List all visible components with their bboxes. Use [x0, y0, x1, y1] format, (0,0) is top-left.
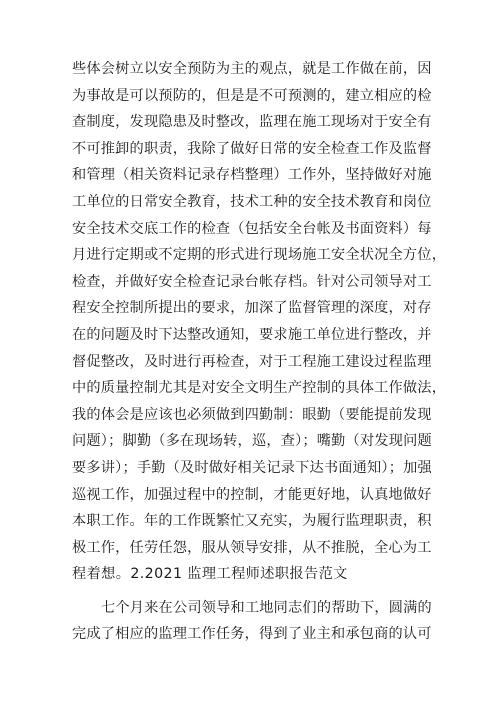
text-line: 不可推卸的职责，我除了做好日常的安全检查工作及监督	[72, 140, 432, 157]
text-line: 七个月来在公司领导和工地同志们的帮助下，圆满的	[101, 599, 432, 616]
text-line: 安全技术交底工作的检查（包括安全台帐及书面资料）每	[72, 220, 432, 237]
text-line: 本职工作。年的工作既繁忙又充实，为履行监理职责，积	[72, 513, 432, 530]
document-body	[72, 56, 447, 648]
text-line: 我的体会是应该也必须做到四勤制：眼勤（要能提前发现	[72, 406, 432, 423]
text-line: 完成了相应的监理工作任务，得到了业主和承包商的认可	[72, 626, 432, 643]
paragraph-1	[72, 56, 447, 588]
text-line: 程安全控制所提出的要求，加深了监督管理的深度，对存	[72, 300, 432, 317]
text-line: 巡视工作，加强过程中的控制，才能更好地，认真地做好	[72, 486, 432, 503]
text-line: 要多讲）；手勤（及时做好相关记录下达书面通知）；加强	[72, 459, 432, 476]
text-line: 在的问题及时下达整改通知，要求施工单位进行整改，并	[72, 326, 432, 343]
text-line: 月进行定期或不定期的形式进行现场施工安全状况全方位，	[72, 247, 447, 264]
text-line: 中的质量控制尤其是对安全文明生产控制的具体工作做法，	[72, 380, 447, 397]
section-heading-line: 程着想。2.2021 监理工程师述职报告范文	[72, 566, 348, 583]
paragraph-2	[72, 595, 432, 648]
text-line: 和管理（相关资料记录存档整理）工作外，坚持做好对施	[72, 167, 432, 184]
text-line: 为事故是可以预防的，但是是不可预测的，建立相应的检	[72, 87, 432, 104]
text-line: 极工作，任劳任怨，服从领导安排，从不推脱，全心为工	[72, 539, 432, 556]
text-line: 工单位的日常安全教育，技术工种的安全技术教育和岗位	[72, 193, 432, 210]
text-line: 督促整改，及时进行再检查，对于工程施工建设过程监理	[72, 353, 432, 370]
text-line: 检查，并做好安全检查记录台帐存档。针对公司领导对工	[72, 273, 432, 290]
text-line: 问题）；脚勤（多在现场转，巡，查）；嘴勤（对发现问题	[72, 433, 432, 450]
text-line: 些体会树立以安全预防为主的观点，就是工作做在前，因	[72, 61, 432, 77]
text-line: 查制度，发现隐患及时整改，监理在施工现场对于安全有	[72, 114, 432, 131]
